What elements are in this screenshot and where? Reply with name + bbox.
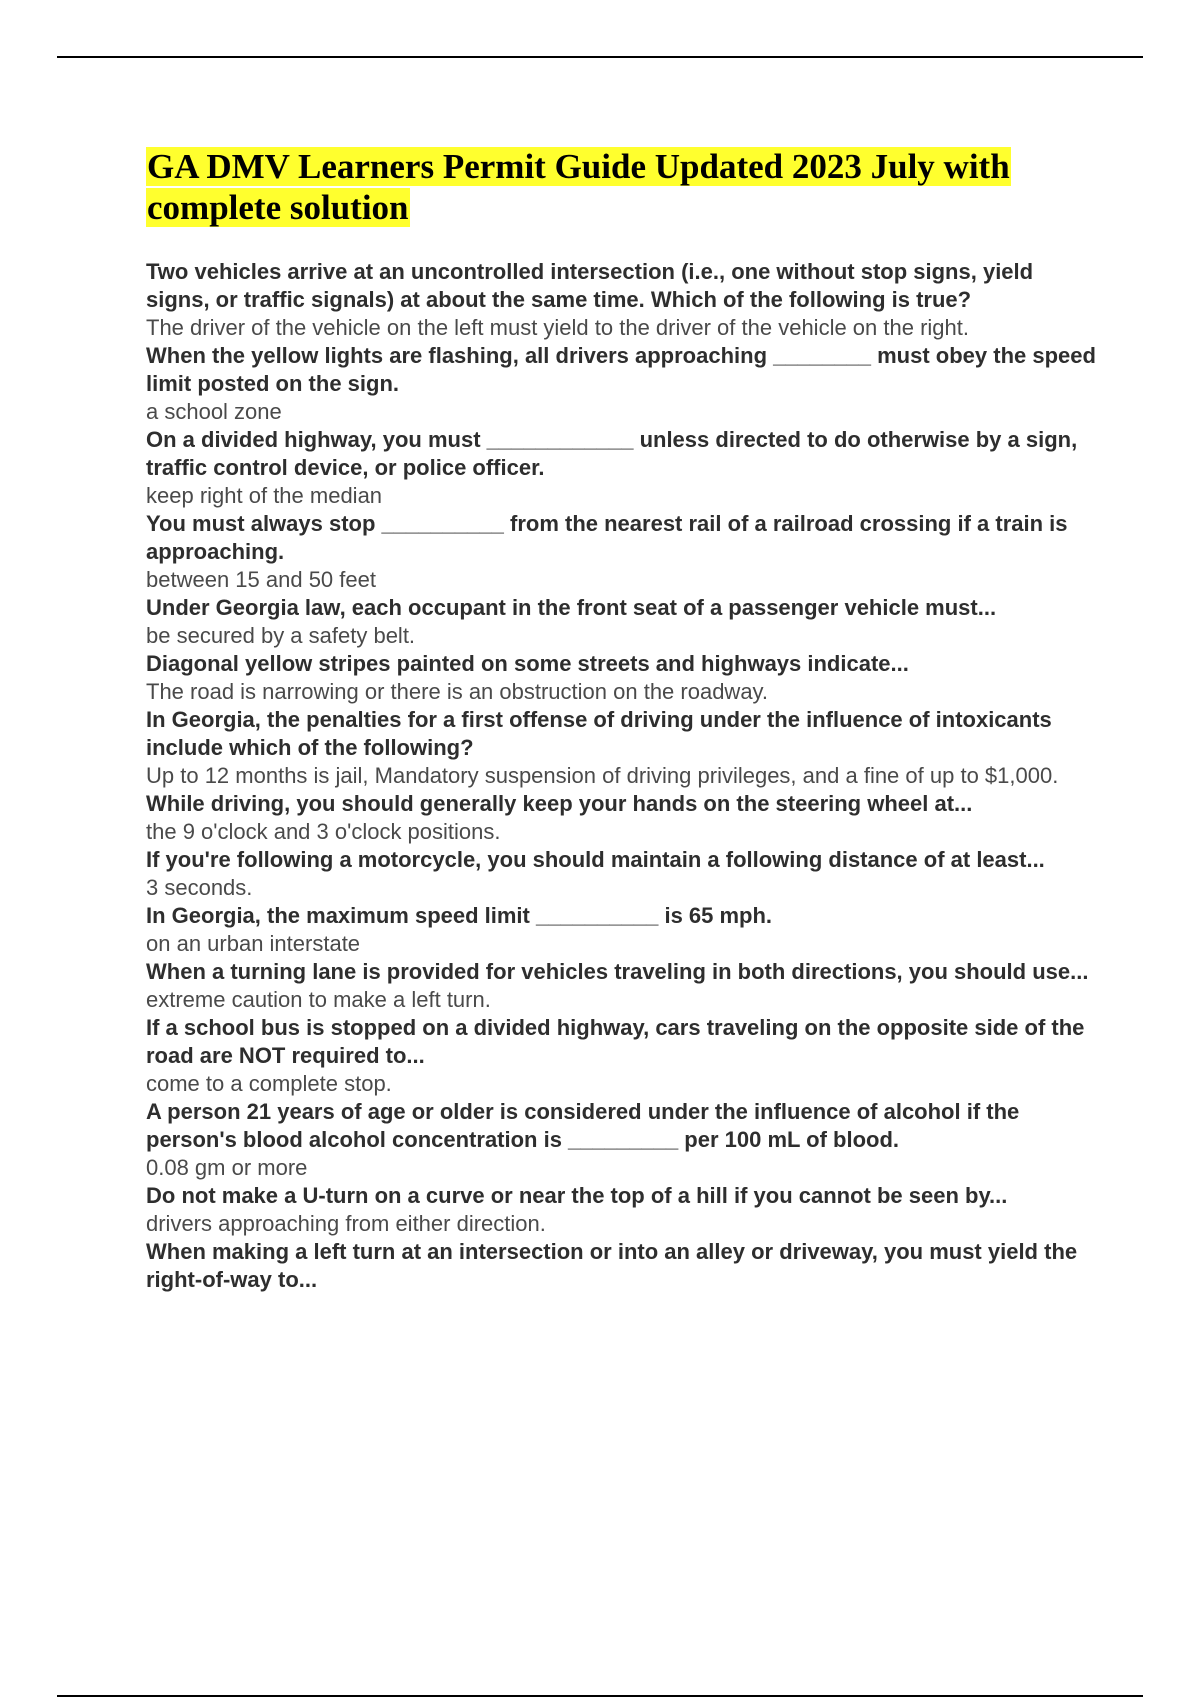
qa-item [146, 958, 1096, 1014]
qa-item [146, 1182, 1096, 1238]
answer-text: come to a complete stop. [146, 1071, 392, 1096]
answer-text: be secured by a safety belt. [146, 623, 416, 648]
answer-text: The road is narrowing or there is an obstruction on the roadway. [146, 679, 769, 704]
page-content [146, 146, 1096, 1294]
answer-text: The driver of the vehicle on the left must yield to the driver of the vehicle on the right. [146, 315, 969, 340]
qa-item [146, 1098, 1096, 1182]
question-text: When making a left turn at an intersection or into an alley or driveway, you must yield the right-of-way to... [146, 1239, 1078, 1292]
qa-item [146, 1238, 1096, 1294]
question-text: While driving, you should generally keep your hands on the steering wheel at... [146, 791, 973, 816]
question-text: Do not make a U-turn on a curve or near the top of a hill if you cannot be seen by... [146, 1183, 1008, 1208]
qa-item [146, 510, 1096, 594]
answer-text: drivers approaching from either direction. [146, 1211, 546, 1236]
question-text: A person 21 years of age or older is considered under the influence of alcohol if the person's blood alcohol concentration is _________ per 100 mL of blood. [146, 1099, 1020, 1152]
qa-item [146, 258, 1096, 342]
question-text: Diagonal yellow stripes painted on some streets and highways indicate... [146, 651, 909, 676]
qa-item [146, 902, 1096, 958]
answer-text: on an urban interstate [146, 931, 361, 956]
question-text: Under Georgia law, each occupant in the front seat of a passenger vehicle must... [146, 595, 997, 620]
answer-text: 3 seconds. [146, 875, 253, 900]
qa-item [146, 1014, 1096, 1098]
question-text: Two vehicles arrive at an uncontrolled intersection (i.e., one without stop signs, yield signs, or traffic signals) at about the same time. Which of the following is true? [146, 259, 1034, 312]
answer-text: 0.08 gm or more [146, 1155, 308, 1180]
question-text: In Georgia, the penalties for a first offense of driving under the influence of intoxicants include which of the following? [146, 707, 1052, 760]
question-text: If you're following a motorcycle, you should maintain a following distance of at least... [146, 847, 1045, 872]
answer-text: the 9 o'clock and 3 o'clock positions. [146, 819, 501, 844]
qa-item [146, 650, 1096, 706]
question-text: On a divided highway, you must ____________ unless directed to do otherwise by a sign, traffic control device, or police officer. [146, 427, 1078, 480]
answer-text: keep right of the median [146, 483, 383, 508]
qa-item [146, 342, 1096, 426]
top-rule [57, 56, 1143, 58]
question-text: You must always stop __________ from the nearest rail of a railroad crossing if a train is approaching. [146, 511, 1068, 564]
document-title [146, 146, 1096, 228]
answer-text: Up to 12 months is jail, Mandatory suspension of driving privileges, and a fine of up to $1,000. [146, 763, 1059, 788]
answer-text: between 15 and 50 feet [146, 567, 376, 592]
document-title-text: GA DMV Learners Permit Guide Updated 2023 July with complete solution [147, 147, 1010, 227]
qa-item [146, 594, 1096, 650]
question-text: When a turning lane is provided for vehicles traveling in both directions, you should use... [146, 959, 1089, 984]
question-text: If a school bus is stopped on a divided highway, cars traveling on the opposite side of the road are NOT required to... [146, 1015, 1085, 1068]
question-text: When the yellow lights are flashing, all drivers approaching ________ must obey the speed limit posted on the sign. [146, 343, 1096, 396]
qa-item [146, 426, 1096, 510]
answer-text: a school zone [146, 399, 282, 424]
bottom-rule [57, 1695, 1143, 1697]
qa-item [146, 706, 1096, 790]
answer-text: extreme caution to make a left turn. [146, 987, 491, 1012]
question-text: In Georgia, the maximum speed limit __________ is 65 mph. [146, 903, 773, 928]
qa-item [146, 846, 1096, 902]
qa-item [146, 790, 1096, 846]
